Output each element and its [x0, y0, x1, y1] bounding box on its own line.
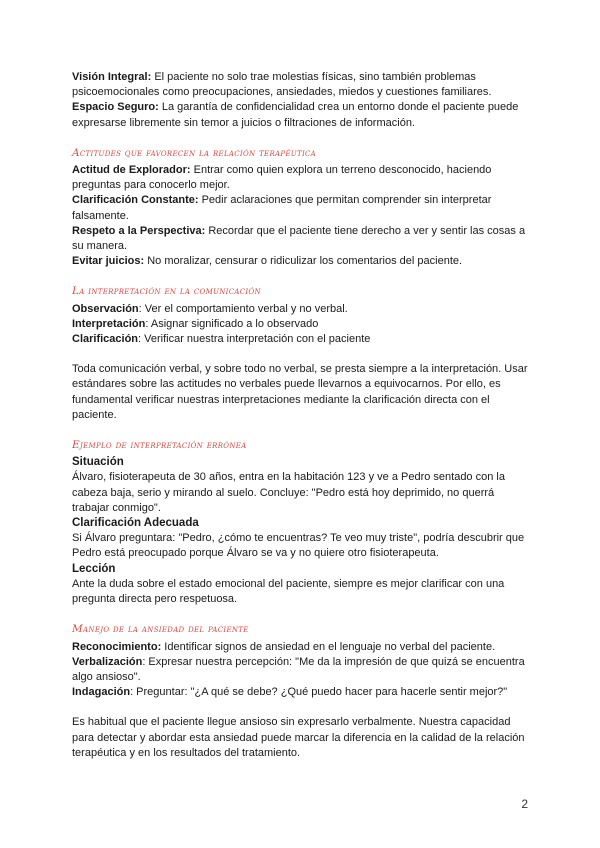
- label-respeto: Respeto a la Perspectiva:: [72, 224, 206, 237]
- item-evitar-juicios: [72, 254, 532, 269]
- subhead-clarificacion: Clarificación Adecuada: [72, 517, 199, 530]
- label-clarificacion: Clarificación: [72, 333, 139, 346]
- item-interpretacion: [72, 317, 532, 332]
- text-leccion: Ante la duda sobre el estado emocional del paciente, siempre es mejor clarificar con una pregunta directa pero respetuosa.: [72, 577, 505, 606]
- label-clarificacion-constante: Clarificación Constante:: [72, 194, 199, 207]
- text-respeto: Recordar que el paciente tiene derecho a ver y sentir las cosas a su manera.: [72, 224, 526, 253]
- label-explorador: Actitud de Explorador:: [72, 164, 191, 177]
- text-clarificacion-adecuada: Si Álvaro preguntara: "Pedro, ¿cómo te encuentras? Te veo muy triste", podría descubrir que Pedro está preocupado porque Álvaro se va y no quiere otro fisioterapeuta.: [72, 532, 525, 560]
- heading-ejemplo: Ejemplo de interpretación errónea: [72, 439, 247, 452]
- subhead-leccion: Lección: [72, 562, 116, 575]
- label-reconocimiento: Reconocimiento:: [72, 640, 162, 653]
- paragraph-ansiedad: Es habitual que el paciente llegue ansioso sin expresarlo verbalmente. Nuestra capacidad para detectar y abordar esta ansiedad puede marcar la diferencia en la calidad de la relación terapéutica y en los resultados del tratamiento.: [72, 716, 525, 759]
- heading-ansiedad: Manejo de la ansiedad del paciente: [72, 623, 249, 636]
- text-observacion: : Ver el comportamiento verbal y no verbal.: [138, 302, 348, 315]
- text-situacion: Álvaro, fisioterapeuta de 30 años, entra en la habitación 123 y ve a Pedro sentado con la cabeza baja, serio y mirando al suelo. Concluye: "Pedro está hoy deprimido, no querrá trabajar conmigo".: [72, 471, 505, 514]
- heading-interpretacion: La interpretación en la comunicación: [72, 285, 261, 298]
- text-verbalizacion: : Expresar nuestra percepción: "Me da la impresión de que quizá se encuentra algo ansioso".: [72, 655, 525, 683]
- text-explorador: Entrar como quien explora un terreno desconocido, haciendo preguntas para conocerlo mejor.: [72, 164, 492, 192]
- label-espacio: Espacio Seguro:: [72, 101, 159, 114]
- text-evitar-juicios: No moralizar, censurar o ridiculizar los comentarios del paciente.: [144, 255, 463, 268]
- label-vision: Visión Integral:: [72, 71, 152, 83]
- text-reconocimiento: Identificar signos de ansiedad en el lenguaje no verbal del paciente.: [161, 640, 496, 653]
- paragraph-interpretacion: Toda comunicación verbal, y sobre todo no verbal, se presta siempre a la interpretación. Usar estándares sobre las actitudes no verbales puede llevarnos a equivocarnos. Por ello, es fundamental verificar nuestras interpretaciones mediante la clarificación directa con el paciente.: [72, 363, 528, 421]
- label-indagacion: Indagación: [72, 686, 131, 699]
- text-espacio: La garantía de confidencialidad crea un entorno donde el paciente puede expresarse libremente sin temor a juicios o filtraciones de información.: [72, 101, 519, 129]
- item-respeto: [72, 224, 532, 254]
- heading-actitudes: Actitudes que favorecen la relación terapéutica: [72, 146, 317, 159]
- item-observacion: [72, 302, 532, 317]
- label-evitar-juicios: Evitar juicios:: [72, 255, 145, 268]
- label-verbalizacion: Verbalización: [72, 655, 143, 668]
- item-indagacion: [72, 685, 532, 700]
- page-number: 2: [521, 797, 528, 811]
- item-explorador: [72, 163, 532, 193]
- text-indagacion: : Preguntar: "¿A qué se debe? ¿Qué puedo hacer para hacerle sentir mejor?": [130, 686, 508, 699]
- text-interpretacion: : Asignar significado a lo observado: [145, 317, 319, 330]
- label-interpretacion: Interpretación: [72, 317, 146, 330]
- subhead-situacion: Situación: [72, 456, 124, 469]
- item-verbalizacion: [72, 655, 532, 685]
- text-vision: El paciente no solo trae molestias físicas, sino también problemas psicoemocionales como preocupaciones, ansiedades, miedos y cuestiones familiares.: [72, 71, 492, 99]
- document-page: [72, 70, 532, 761]
- text-clarificacion-constante: Pedir aclaraciones que permitan comprender sin interpretar falsamente.: [72, 194, 492, 222]
- item-clarificacion-constante: [72, 193, 532, 223]
- text-clarificacion: : Verificar nuestra interpretación con el paciente: [138, 333, 371, 346]
- intro-vision: [72, 70, 532, 100]
- item-clarificacion: [72, 332, 532, 347]
- label-observacion: Observación: [72, 302, 139, 315]
- intro-espacio: [72, 100, 532, 130]
- item-reconocimiento: [72, 640, 532, 655]
